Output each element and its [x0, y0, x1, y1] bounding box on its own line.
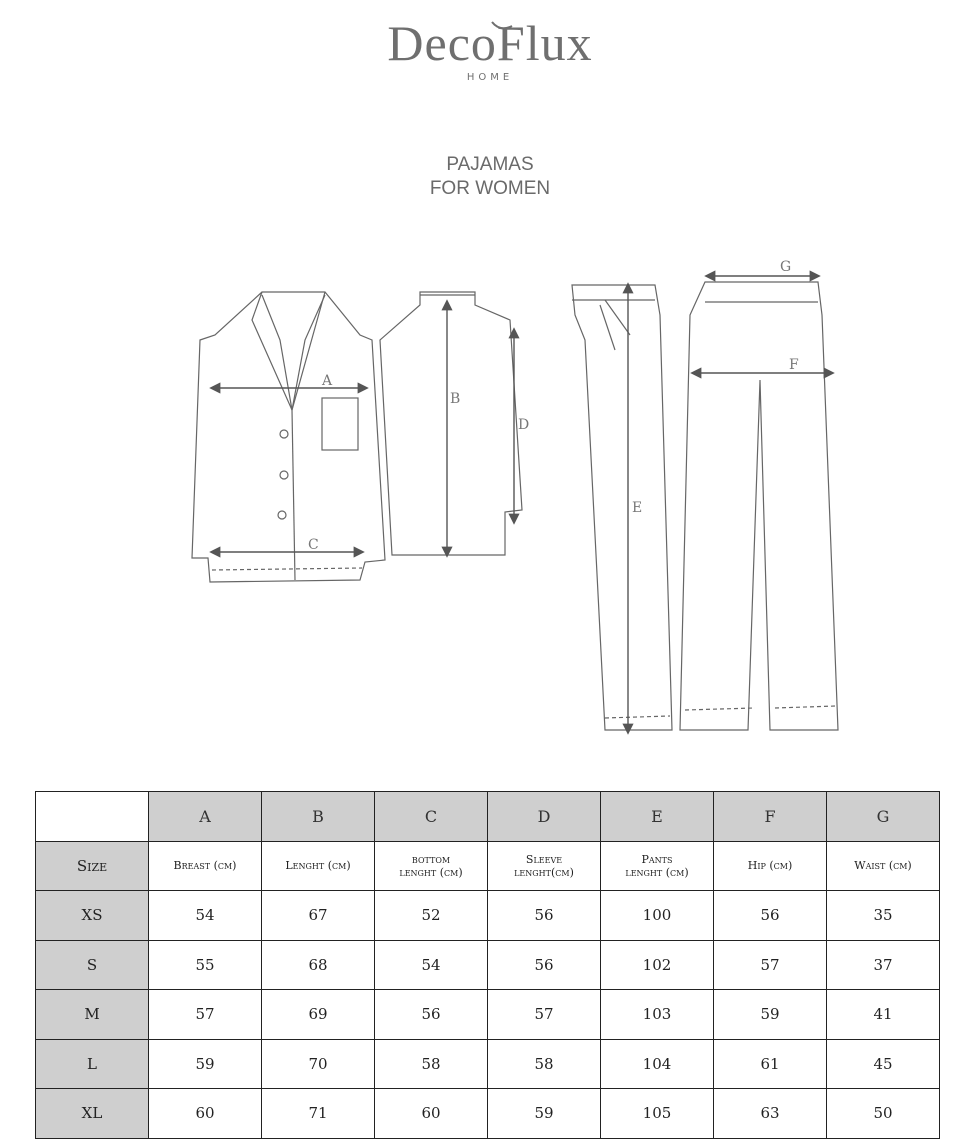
- column-letter-a: A: [149, 792, 262, 842]
- value-cell: 55: [149, 940, 262, 990]
- size-label-cell: XL: [36, 1089, 149, 1139]
- value-cell: 37: [827, 940, 940, 990]
- column-letter-b: B: [262, 792, 375, 842]
- measure-b: [447, 302, 460, 555]
- value-cell: 67: [262, 891, 375, 941]
- value-cell: 57: [714, 940, 827, 990]
- value-cell: 35: [827, 891, 940, 941]
- measure-g: [707, 259, 818, 276]
- svg-text:G: G: [780, 259, 792, 275]
- value-cell: 63: [714, 1089, 827, 1139]
- column-letter-c: C: [375, 792, 488, 842]
- brand-name: DecoFlux: [387, 15, 593, 71]
- table-row: [36, 940, 940, 990]
- column-letter-f: F: [714, 792, 827, 842]
- value-cell: 60: [375, 1089, 488, 1139]
- title-line-1: PAJAMAS: [446, 154, 534, 175]
- header-breast: Breast (cm): [149, 841, 262, 891]
- column-letter-d: D: [488, 792, 601, 842]
- table-row: [36, 990, 940, 1040]
- value-cell: 41: [827, 990, 940, 1040]
- header-hip: Hip (cm): [714, 841, 827, 891]
- header-waist: Waist (cm): [827, 841, 940, 891]
- measure-f: [693, 357, 832, 373]
- svg-text:A: A: [322, 373, 333, 389]
- jacket-back-drawing: [380, 292, 522, 555]
- value-cell: 56: [714, 891, 827, 941]
- value-cell: 45: [827, 1039, 940, 1089]
- empty-corner-cell: [36, 792, 149, 842]
- value-cell: 56: [488, 891, 601, 941]
- value-cell: 56: [375, 990, 488, 1040]
- value-cell: 103: [601, 990, 714, 1040]
- value-cell: 71: [262, 1089, 375, 1139]
- header-bottom-length: bottom lenght (cm): [375, 841, 488, 891]
- value-cell: 60: [149, 1089, 262, 1139]
- column-letter-e: E: [601, 792, 714, 842]
- value-cell: 58: [488, 1039, 601, 1089]
- value-cell: 57: [488, 990, 601, 1040]
- value-cell: 105: [601, 1089, 714, 1139]
- header-length: Lenght (cm): [262, 841, 375, 891]
- size-chart-table: [35, 791, 940, 1139]
- value-cell: 102: [601, 940, 714, 990]
- value-cell: 69: [262, 990, 375, 1040]
- pants-side-drawing: [572, 285, 672, 730]
- garment-technical-drawings: [0, 240, 980, 750]
- header-sleeve-length: Sleeve lenght(cm): [488, 841, 601, 891]
- table-row: [36, 1039, 940, 1089]
- page-title: [0, 153, 980, 201]
- letter-row: [36, 792, 940, 842]
- value-cell: 59: [149, 1039, 262, 1089]
- measure-a: [212, 373, 366, 389]
- table-row: [36, 1089, 940, 1139]
- logo-swoosh-icon: [490, 20, 514, 32]
- value-cell: 56: [488, 940, 601, 990]
- value-cell: 59: [488, 1089, 601, 1139]
- value-cell: 59: [714, 990, 827, 1040]
- value-cell: 57: [149, 990, 262, 1040]
- table-row: [36, 891, 940, 941]
- value-cell: 70: [262, 1039, 375, 1089]
- brand-tagline: HOME: [466, 72, 514, 83]
- size-label-cell: M: [36, 990, 149, 1040]
- size-label-cell: S: [36, 940, 149, 990]
- size-label-cell: XS: [36, 891, 149, 941]
- value-cell: 58: [375, 1039, 488, 1089]
- value-cell: 104: [601, 1039, 714, 1089]
- jacket-front-drawing: [192, 292, 385, 582]
- value-cell: 68: [262, 940, 375, 990]
- header-row: [36, 841, 940, 891]
- size-header-cell: Size: [36, 841, 149, 891]
- header-pants-length: Pants lenght (cm): [601, 841, 714, 891]
- svg-text:B: B: [450, 391, 461, 407]
- value-cell: 52: [375, 891, 488, 941]
- brand-logo: [0, 15, 980, 83]
- measure-e: [628, 285, 642, 732]
- title-line-2: FOR WOMEN: [429, 178, 551, 199]
- size-label-cell: L: [36, 1039, 149, 1089]
- value-cell: 54: [149, 891, 262, 941]
- svg-text:F: F: [789, 357, 799, 373]
- value-cell: 61: [714, 1039, 827, 1089]
- svg-text:C: C: [308, 537, 319, 553]
- svg-text:E: E: [632, 500, 643, 516]
- value-cell: 100: [601, 891, 714, 941]
- value-cell: 54: [375, 940, 488, 990]
- pants-front-drawing: [680, 282, 838, 730]
- column-letter-g: G: [827, 792, 940, 842]
- svg-text:D: D: [518, 417, 530, 433]
- measure-c: [212, 537, 362, 553]
- value-cell: 50: [827, 1089, 940, 1139]
